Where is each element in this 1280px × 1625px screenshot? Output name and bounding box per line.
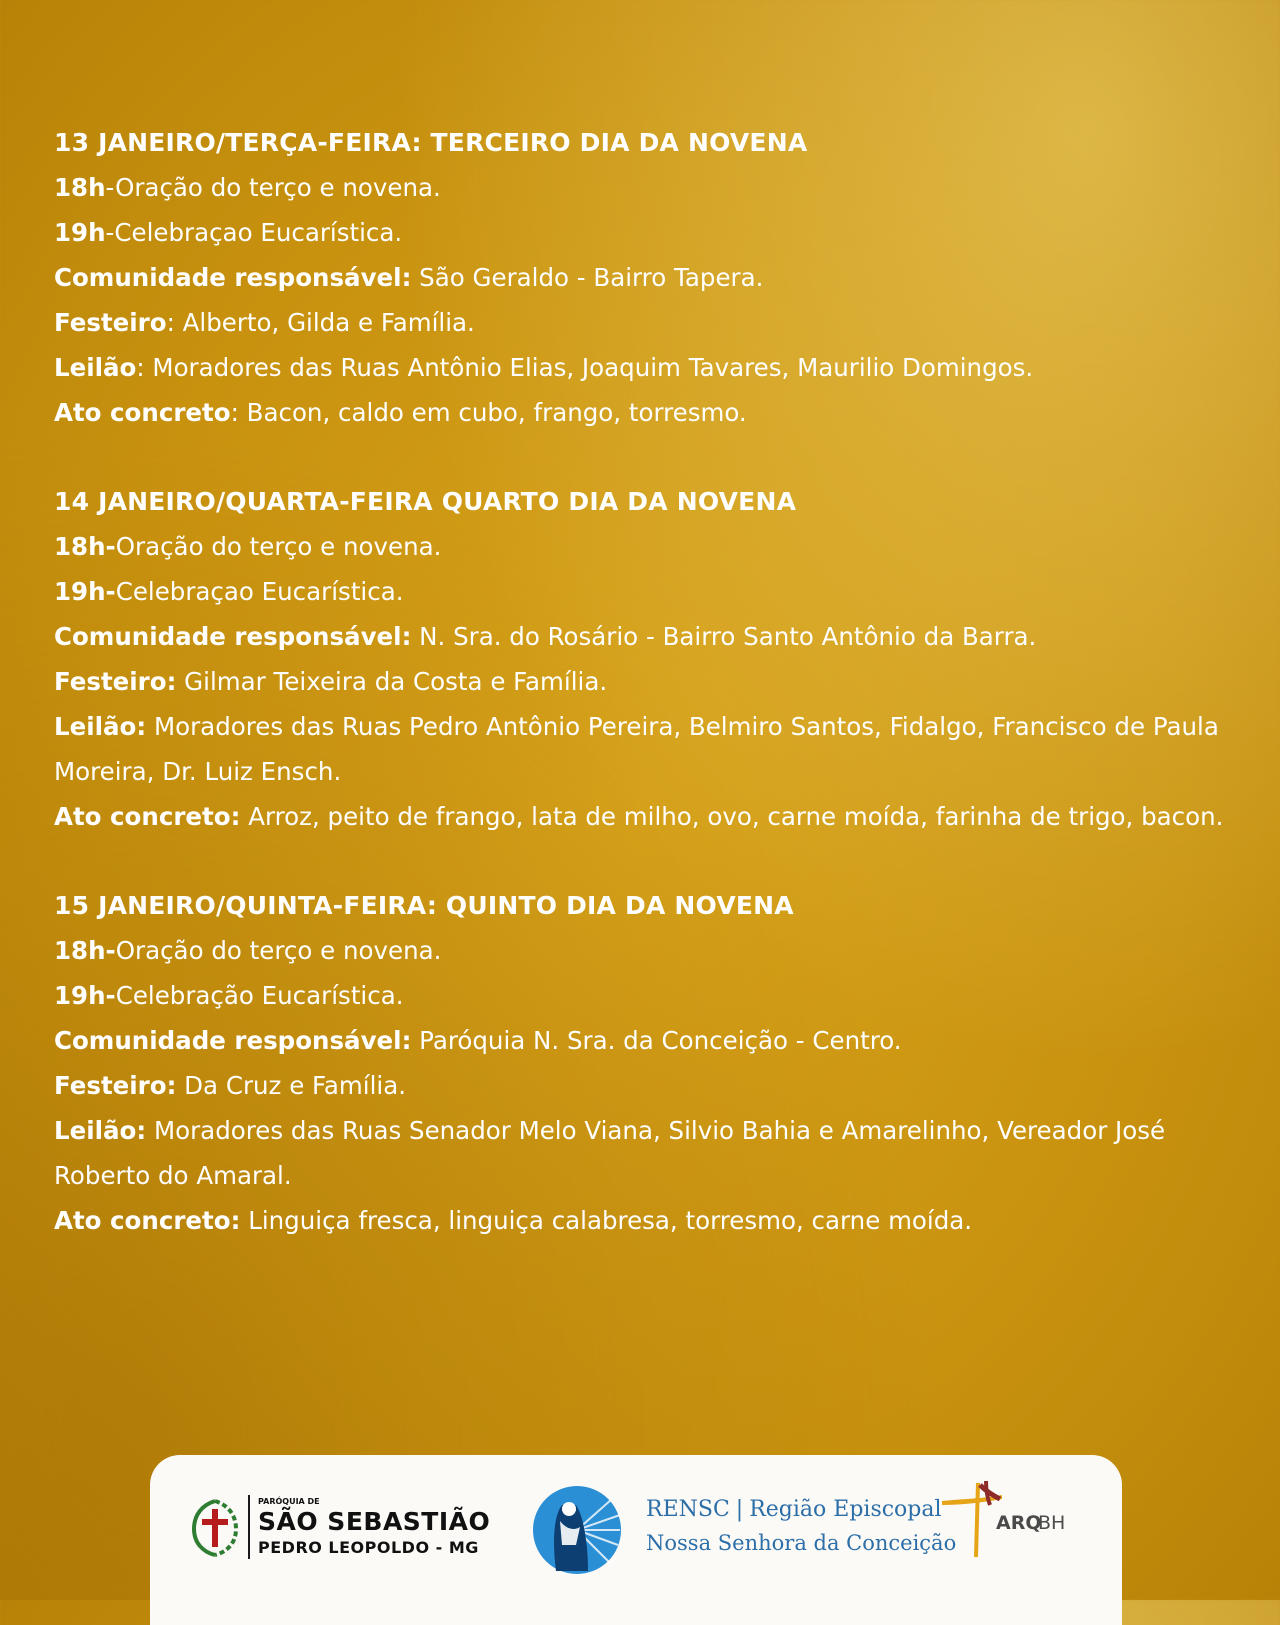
line-label: Ato concreto: (54, 802, 241, 831)
line-text: -Oração do terço e novena. (105, 173, 441, 202)
our-lady-icon (532, 1485, 622, 1575)
schedule-line (54, 794, 1234, 839)
arq-text: ARQ (996, 1512, 1042, 1534)
line-label: Festeiro: (54, 667, 177, 696)
line-text: Celebraçao Eucarística. (115, 577, 404, 606)
schedule-line (54, 390, 1234, 435)
line-label: Ato concreto: (54, 1206, 241, 1235)
parish-name: SÃO SEBASTIÃO (258, 1507, 491, 1536)
line-text: : Bacon, caldo em cubo, frango, torresmo. (230, 398, 747, 427)
line-label: 19h (54, 218, 106, 247)
line-label: Festeiro: (54, 1071, 177, 1100)
line-text: Celebração Eucarística. (115, 981, 404, 1010)
line-label: Leilão (54, 353, 137, 382)
line-label: Leilão: (54, 712, 147, 741)
line-text: Arroz, peito de frango, lata de milho, ovo, carne moída, farinha de trigo, bacon. (240, 802, 1224, 831)
line-text: Moradores das Ruas Senador Melo Viana, Silvio Bahia e Amarelinho, Vereador José Roberto do Amaral. (54, 1116, 1166, 1190)
nossa-senhora-text: Nossa Senhora da Conceição (646, 1531, 957, 1555)
schedule-line (54, 928, 1234, 973)
novena-schedule (54, 120, 1234, 1287)
rensc-separator: | (735, 1497, 744, 1522)
line-label: 18h- (54, 936, 116, 965)
schedule-line (54, 255, 1234, 300)
parish-emblem-icon (188, 1497, 242, 1557)
line-label: 19h- (54, 981, 116, 1010)
line-label: 18h (54, 173, 106, 202)
day-block-13 (54, 120, 1234, 435)
schedule-line (54, 1018, 1234, 1063)
line-text: Oração do terço e novena. (115, 936, 442, 965)
line-label: Comunidade responsável: (54, 622, 412, 651)
schedule-line (54, 1108, 1234, 1198)
line-text: : Moradores das Ruas Antônio Elias, Joaquim Tavares, Maurilio Domingos. (136, 353, 1034, 382)
line-text: Gilmar Teixeira da Costa e Família. (176, 667, 608, 696)
line-text: São Geraldo - Bairro Tapera. (411, 263, 764, 292)
line-text: Linguiça fresca, linguiça calabresa, torresmo, carne moída. (240, 1206, 973, 1235)
schedule-line (54, 659, 1234, 704)
schedule-line (54, 704, 1234, 794)
schedule-line (54, 345, 1234, 390)
line-label: 19h- (54, 577, 116, 606)
schedule-line (54, 210, 1234, 255)
line-label: 18h- (54, 532, 116, 561)
schedule-line (54, 1063, 1234, 1108)
day-block-14 (54, 479, 1234, 839)
schedule-line (54, 300, 1234, 345)
line-text: Moradores das Ruas Pedro Antônio Pereira, Belmiro Santos, Fidalgo, Francisco de Paula Moreira, Dr. Luiz Ensch. (54, 712, 1219, 786)
line-text: N. Sra. do Rosário - Bairro Santo Antônio da Barra. (411, 622, 1037, 651)
parish-logo (188, 1495, 491, 1561)
line-text: Da Cruz e Família. (176, 1071, 407, 1100)
logo-divider (248, 1495, 250, 1559)
line-text: Oração do terço e novena. (115, 532, 442, 561)
line-text: Paróquia N. Sra. da Conceição - Centro. (411, 1026, 902, 1055)
parish-city: PEDRO LEOPOLDO - MG (258, 1538, 479, 1557)
day-title: 13 JANEIRO/TERÇA-FEIRA: TERCEIRO DIA DA NOVENA (54, 128, 808, 157)
day-title: 14 JANEIRO/QUARTA-FEIRA QUARTO DIA DA NOVENA (54, 487, 797, 516)
line-label: Comunidade responsável: (54, 1026, 412, 1055)
line-text: : Alberto, Gilda e Família. (166, 308, 475, 337)
line-label: Ato concreto (54, 398, 231, 427)
day-block-15 (54, 883, 1234, 1243)
bh-text: BH (1038, 1512, 1066, 1534)
regiao-text: Região Episcopal (749, 1497, 942, 1522)
rensc-line-1 (646, 1497, 942, 1522)
arqbh-logo (940, 1479, 1080, 1559)
schedule-line (54, 165, 1234, 210)
schedule-line (54, 1198, 1234, 1243)
schedule-line (54, 614, 1234, 659)
rensc-logo (532, 1485, 957, 1575)
rensc-text: RENSC (646, 1497, 730, 1522)
line-label: Festeiro (54, 308, 167, 337)
schedule-line (54, 973, 1234, 1018)
parish-pre: PARÓQUIA DE (258, 1497, 320, 1506)
day-title: 15 JANEIRO/QUINTA-FEIRA: QUINTO DIA DA NOVENA (54, 891, 794, 920)
line-text: -Celebraçao Eucarística. (105, 218, 403, 247)
line-label: Leilão: (54, 1116, 147, 1145)
schedule-line (54, 524, 1234, 569)
schedule-line (54, 569, 1234, 614)
line-label: Comunidade responsável: (54, 263, 412, 292)
